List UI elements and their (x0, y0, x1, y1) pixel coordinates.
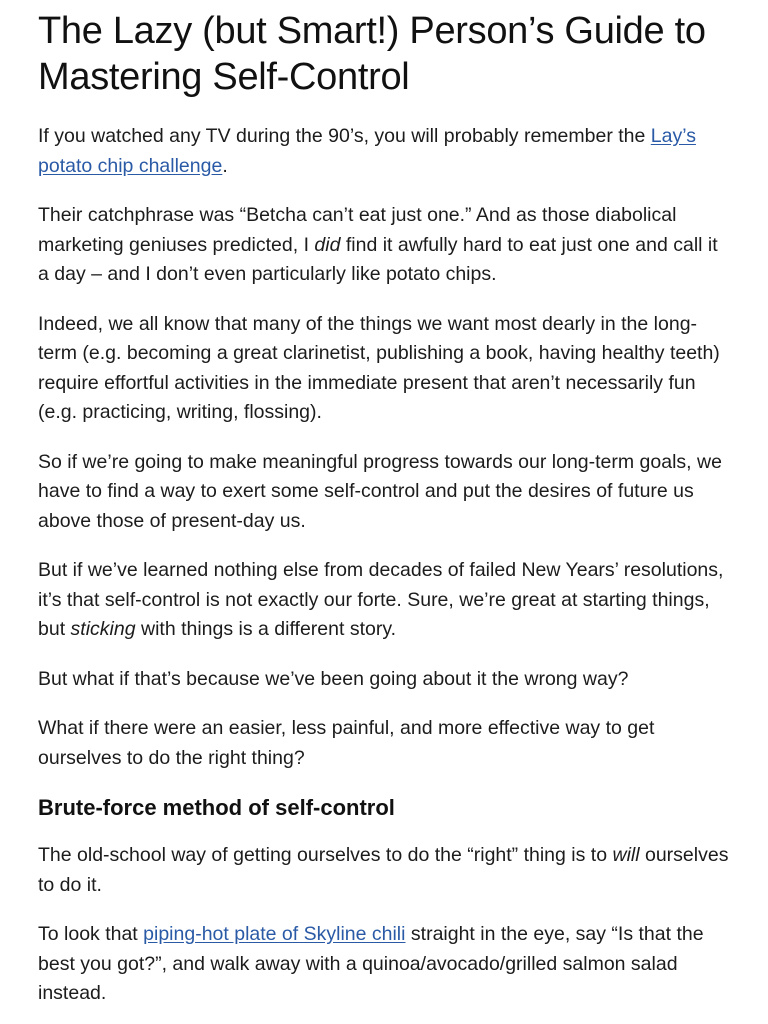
paragraph-8-text-after: ourselves to do it. (38, 844, 729, 896)
paragraph-9-text-after: straight in the eye, say “Is that the best you got?”, and walk away with a quinoa/avocado/grilled salmon salad instead. (38, 923, 704, 1004)
paragraph-3: Indeed, we all know that many of the things we want most dearly in the long-term (e.g. becoming a great clarinetist, publishing a book, having healthy teeth) require effortful activities in the immediate present that aren’t necessarily fun (e.g. practicing, writing, flossing). (38, 312, 720, 423)
paragraph-5 (38, 556, 730, 645)
skyline-chili-link[interactable]: piping-hot plate of Skyline chili (143, 923, 406, 945)
paragraph-8-text-before: The old-school way of getting ourselves to do the “right” thing is to (38, 844, 613, 866)
paragraph-1 (38, 122, 730, 181)
paragraph-6: But what if that’s because we’ve been going about it the wrong way? (38, 667, 629, 690)
paragraph-4: So if we’re going to make meaningful progress towards our long-term goals, we have to find a way to exert some self-control and put the desires of future us above those of present-day us. (38, 450, 722, 532)
paragraph-2-emphasis: did (314, 233, 341, 256)
article-title: The Lazy (but Smart!) Person’s Guide to Mastering Self-Control (38, 10, 706, 98)
paragraph-5-emphasis: sticking (70, 618, 136, 640)
paragraph-8 (38, 841, 730, 900)
paragraph-7: What if there were an easier, less painful, and more effective way to get ourselves to do the right thing? (38, 717, 655, 769)
paragraph-9 (38, 920, 730, 1009)
paragraph-1-text-after: . (222, 154, 228, 177)
paragraph-5-text-before: But if we’ve learned nothing else from decades of failed New Years’ resolutions, it’s that self-control is not exactly our forte. Sure, we’re great at starting things, but (38, 559, 724, 640)
paragraph-2 (38, 201, 730, 290)
section-heading: Brute-force method of self-control (38, 795, 395, 820)
paragraph-2-text-after: find it awfully hard to eat just one and call it a day – and I don’t even particularly like potato chips. (38, 233, 718, 285)
paragraph-5-text-after: with things is a different story. (135, 618, 397, 640)
lays-challenge-link[interactable]: Lay’s potato chip challenge (38, 125, 696, 177)
paragraph-9-text-before: To look that (38, 923, 144, 945)
paragraph-2-text-before: Their catchphrase was “Betcha can’t eat just one.” And as those diabolical marketing geniuses predicted, I (38, 204, 677, 256)
paragraph-1-text-before: If you watched any TV during the 90’s, you will probably remember the (38, 125, 651, 147)
paragraph-8-emphasis: will (612, 844, 640, 866)
